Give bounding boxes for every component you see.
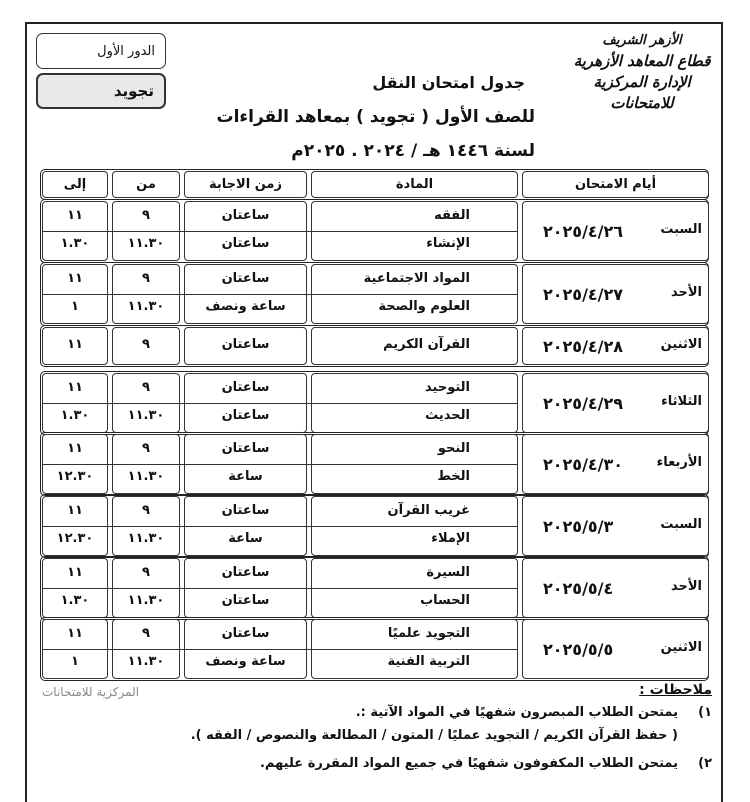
time-from: ٩ [142, 337, 150, 352]
exam-date: ٢٠٢٥/٥/٤ [543, 579, 614, 598]
exam-date: ٢٠٢٥/٤/٢٦ [543, 222, 624, 241]
document-title: جدول امتحان النقل [372, 73, 525, 92]
time-from: ١١.٣٠ [127, 299, 165, 314]
answer-duration: ساعة [228, 469, 263, 484]
time-to: ١١ [67, 441, 83, 456]
row-separator [42, 294, 518, 295]
answer-duration: ساعتان [221, 408, 270, 423]
row-separator [42, 464, 518, 465]
note-text: ( حفظ القرآن الكريم / التجويد عمليًا / المتون / المطالعة والنصوص / الفقه ). [190, 728, 678, 743]
time-to: ١٢.٣٠ [56, 469, 94, 484]
subject-name: غريب القرآن [387, 503, 470, 518]
time-from: ٩ [142, 626, 150, 641]
row-separator [42, 649, 518, 650]
day-name: الثلاثاء [661, 394, 702, 409]
time-to: ١١ [67, 503, 83, 518]
time-from: ٩ [142, 380, 150, 395]
row-separator [42, 403, 518, 404]
time-from: ١١.٣٠ [127, 593, 165, 608]
subject-name: الحديث [425, 408, 470, 423]
time-to: ١ [71, 654, 79, 669]
branch-box [36, 73, 166, 109]
azhar-logo [562, 30, 722, 114]
time-from: ٩ [142, 565, 150, 580]
row-separator [42, 231, 518, 232]
answer-duration: ساعتان [221, 236, 270, 251]
exam-date: ٢٠٢٥/٤/٣٠ [543, 455, 624, 474]
time-from: ١١.٣٠ [127, 236, 165, 251]
subject-name: المواد الاجتماعية [363, 271, 470, 286]
branch-label: تجويد [113, 82, 154, 100]
row-separator [42, 588, 518, 589]
exam-date: ٢٠٢٥/٥/٥ [543, 640, 614, 659]
time-to: ١.٣٠ [60, 408, 90, 423]
exam-date: ٢٠٢٥/٤/٢٨ [543, 337, 624, 356]
subject-name: التربية الفنية [387, 654, 470, 669]
header-cell-subject: المادة [311, 171, 518, 198]
note-text: يمتحن الطلاب المكفوفون شفهيًا في جميع المواد المقررة عليهم. [259, 756, 678, 771]
answer-duration: ساعتان [221, 271, 270, 286]
subject-name: التوحيد [425, 380, 470, 395]
answer-duration: ساعتان [221, 337, 270, 352]
time-from: ١١.٣٠ [127, 469, 165, 484]
subject-name: الإملاء [431, 531, 470, 546]
exam-date: ٢٠٢٥/٤/٢٩ [543, 394, 624, 413]
exam-round-label: الدور الأول [97, 43, 155, 59]
notes-heading: ملاحظات : [639, 682, 712, 698]
subject-name: العلوم والصحة [378, 299, 470, 314]
time-from: ٩ [142, 503, 150, 518]
answer-duration: ساعتان [221, 593, 270, 608]
header-cell-duration: زمن الاجابة [184, 171, 307, 198]
time-to: ١١ [67, 271, 83, 286]
time-to: ١ [71, 299, 79, 314]
document-subtitle: للصف الأول ( تجويد ) بمعاهد القراءات [216, 107, 535, 127]
time-to: ١.٣٠ [60, 593, 90, 608]
time-to: ١١ [67, 337, 83, 352]
answer-duration: ساعتان [221, 626, 270, 641]
time-from: ٩ [142, 441, 150, 456]
time-to: ١١ [67, 626, 83, 641]
answer-duration: ساعة ونصف [205, 654, 286, 669]
time-from: ١١.٣٠ [127, 531, 165, 546]
logo-line: الإدارة المركزية للامتحانات [593, 73, 691, 112]
time-to: ١١ [67, 380, 83, 395]
exam-date: ٢٠٢٥/٤/٢٧ [543, 285, 624, 304]
note-text: يمتحن الطلاب المبصرون شفهيًا في المواد الآتية :. [355, 705, 678, 720]
logo-line: قطاع المعاهد الأزهرية [573, 52, 711, 70]
time-to: ١١ [67, 208, 83, 223]
row-separator [42, 526, 518, 527]
day-name: السبت [660, 517, 702, 532]
note-number: ٢) [698, 756, 712, 771]
day-name: الاثنين [660, 337, 702, 352]
subject-name: السيرة [426, 565, 470, 580]
time-to: ١.٣٠ [60, 236, 90, 251]
time-from: ١١.٣٠ [127, 408, 165, 423]
day-name: الاثنين [660, 640, 702, 655]
time-from: ٩ [142, 208, 150, 223]
time-to: ١٢.٣٠ [56, 531, 94, 546]
header-cell-day: أيام الامتحان [522, 171, 709, 198]
time-from: ١١.٣٠ [127, 654, 165, 669]
answer-duration: ساعة [228, 531, 263, 546]
day-name: الأحد [670, 285, 702, 300]
answer-duration: ساعتان [221, 441, 270, 456]
subject-name: الإنشاء [426, 236, 470, 251]
answer-duration: ساعة ونصف [205, 299, 286, 314]
answer-duration: ساعتان [221, 565, 270, 580]
document-year: لسنة ١٤٤٦ هـ / ٢٠٢٤ . ٢٠٢٥م [291, 141, 535, 161]
note-number: ١) [698, 705, 712, 720]
time-from: ٩ [142, 271, 150, 286]
day-name: الأربعاء [656, 455, 702, 470]
subject-name: الفقه [434, 208, 470, 223]
answer-duration: ساعتان [221, 380, 270, 395]
answer-duration: ساعتان [221, 208, 270, 223]
time-to: ١١ [67, 565, 83, 580]
day-name: السبت [660, 222, 702, 237]
header-cell-from: من [112, 171, 180, 198]
subject-name: القرآن الكريم [383, 337, 470, 352]
subject-name: الحساب [420, 593, 470, 608]
header-cell-to: إلى [42, 171, 108, 198]
subject-name: الخط [437, 469, 470, 484]
exam-round-box [36, 33, 166, 69]
exam-date: ٢٠٢٥/٥/٣ [543, 517, 614, 536]
subject-name: النحو [437, 441, 470, 456]
day-name: الأحد [670, 579, 702, 594]
logo-line: الأزهر الشريف [602, 33, 682, 48]
answer-duration: ساعتان [221, 503, 270, 518]
subject-name: التجويد علميًا [387, 626, 470, 641]
stamp-text: المركزية للامتحانات [42, 685, 140, 699]
